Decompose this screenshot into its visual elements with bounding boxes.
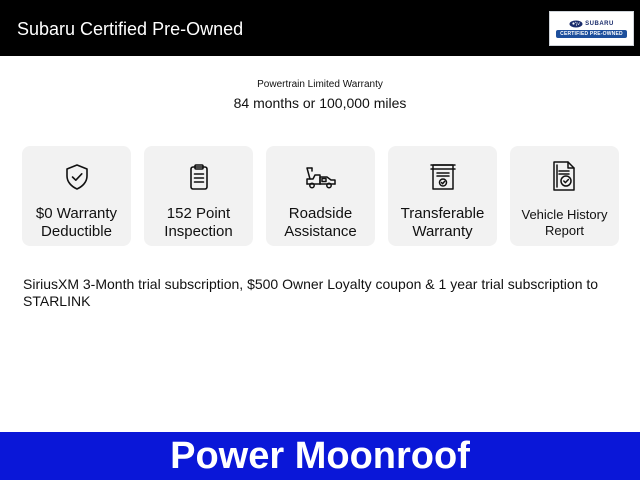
logo-brand-text: SUBARU — [585, 21, 614, 27]
logo-banner-text: CERTIFIED PRE-OWNED — [556, 30, 627, 38]
feature-label-line1: Roadside — [288, 205, 353, 222]
tow-truck-icon — [304, 162, 338, 192]
warranty-value: 84 months or 100,000 miles — [233, 95, 407, 111]
feature-label-line1: Vehicle History — [521, 207, 608, 222]
header-bar — [0, 0, 640, 56]
feature-label-line1: Transferable — [400, 205, 485, 222]
feature-label-line2: Warranty — [412, 223, 473, 240]
feature-label-line1: $0 Warranty — [35, 205, 118, 222]
feature-banner — [0, 432, 640, 480]
feature-card-vehicle-history — [510, 146, 619, 246]
feature-label-line2: Report — [544, 223, 585, 238]
feature-label-line1: 152 Point — [166, 205, 231, 222]
header-title: Subaru Certified Pre-Owned — [17, 19, 244, 39]
banner-text: Power Moonroof — [170, 435, 470, 477]
feature-card-warranty-deductible — [22, 146, 131, 246]
certificate-icon — [428, 161, 458, 193]
feature-label-line2: Inspection — [164, 223, 233, 240]
feature-label-line2: Assistance — [284, 223, 357, 240]
subaru-stars-icon — [569, 20, 583, 28]
feature-card-transferable — [388, 146, 497, 246]
warranty-label: Powertrain Limited Warranty — [257, 79, 383, 90]
clipboard-icon — [184, 162, 214, 192]
subaru-cpo-logo — [549, 11, 634, 46]
perks-text: SiriusXM 3-Month trial subscription, $500 Owner Loyalty coupon & 1 year trial subscription to STARLINK — [23, 276, 599, 309]
report-check-icon — [550, 160, 580, 194]
feature-card-inspection — [144, 146, 253, 246]
shield-check-icon — [62, 162, 92, 192]
feature-card-roadside — [266, 146, 375, 246]
feature-label-line2: Deductible — [41, 223, 112, 240]
